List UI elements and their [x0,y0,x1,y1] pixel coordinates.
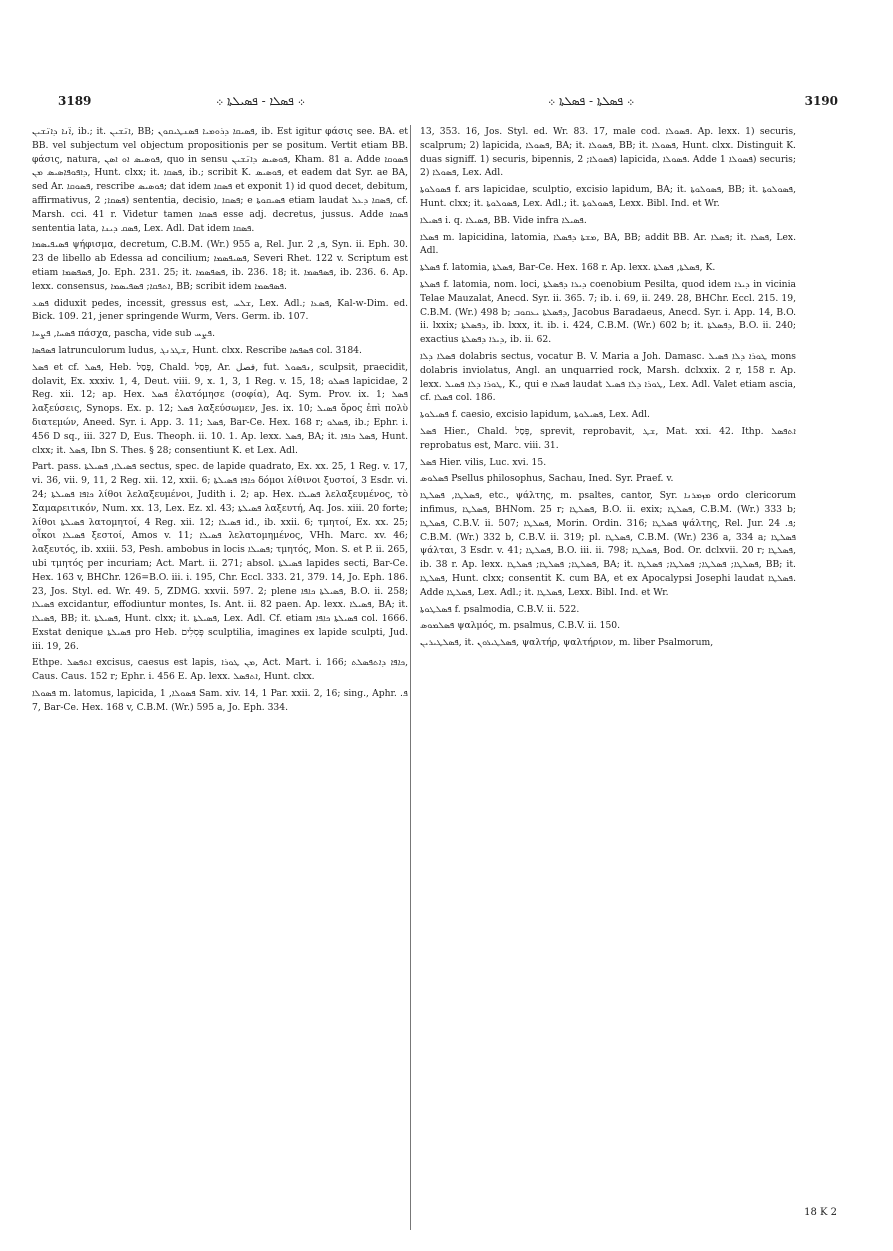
dictionary-entry: ܦܣܠܬܐ f. latomia, ܦܣܠܬܐ, Bar-Ce. Hex. 168 r. Ap. lexx. ܦܣܠܬܐ, ܦܣܠܬܐ, K. [420,262,716,274]
dictionary-entry: ܦܣܠܘܣ Psellus philosophus, Sachau, Ined. Syr. Praef. v. [420,473,674,485]
dictionary-entry: ܦܣܠܛܘܬܐ f. psalmodia, C.B.V. ii. 522. [420,603,580,615]
dictionary-entry: Ethpe. ܐܬܦܣܠ excisus, caesus est lapis, ܡܢ ܛܘܪܐ, Act. Mart. i. 166; ܟܐܦܐ ܕܐܬܦܣܠܬ, Caus. Caus. 152 r; Ephr. i. 456 E. Ap. lexx. ܐܬܦܣܠ, Hunt. clxx. [32,657,409,683]
dictionary-entry: ܦܣܠ Hier., Chald. פְּסַל, sprevit, reprobavit, ܫܛ, Mat. xxi. 42. Ithp. ܐܬܦܣܠ reprobatus est, Marc. viii. 31. [420,425,796,451]
dictionary-entry: ܦܣܠܛܝܪܝܢ, it. ܦܣܠܛܝܪܘܢ, ψαλτήρ, ψαλτήριον, m. liber Psalmorum, [420,637,714,649]
page-header [58,92,838,112]
dictionary-entry: ܦܣܠܐ m. lapicidina, latomia, ܡܫܬܐ ܕܦܣܠܐ, BA, BB; addit BB. Ar. ܦܣܠܐ; it. ܦܣܠܐ, Lex. Adl. [420,231,796,257]
column-divider [410,125,411,1230]
left-column [32,125,408,718]
dictionary-entry: ܦܣܠܡܘܣ ψαλμός, m. psalmus, C.B.V. ii. 150. [420,620,621,632]
dictionary-entry: ܐ̈ܢܐ ܕܐܢ̈ܫܝܢ, ib.; it. ܐܢ̈ܫܝܢ, BB; ܦܣܝܩܐ ܕܪܘܡܝܐ ܦܣܢܛܝܩܘܢ, ib. Est igitur φάσις see. BA. et BB. vel subjectum vel objectum propositionis per se positum. Vertit etiam BB. φάσις, natura, ܦܘܣܝܣ ܐܘ ܐܣܢ, quo in sensu ܦܘܣܝܣ ܕܐܢ̈ܫܝܢ, Kham. 81 a. Adde ܦܣܘܩܐ ܕܐܦܘܦܐܣܝܣ ܡܢ, Hunt. clxx; it. ܦܣܩܐ, ib.; scribit K. ܦܘܣܝܣ, et eadem dat Syr. ae BA, sed Ar. ܦܣܘܩܐ, rescribe ܦܘܣܝܣ; dat idem ܦܣܩܐ et exponit 1) id quod decet, debitum, affirmativus, ܦܣܩܐ; 2) sententia, decisio, ܦܣܩܐ; e ܦܣܝܩܘܬܐ etiam laudat ܦܣܩܐ ܕܥܠ, cf. Marsh. cci. 41 r. Videtur tamen ܦܣܩܐ esse adj. decretus, jussus. Adde ܦܣܩܐ sententia lata, ܦܣܩ ܕܝܢܐ, Lex. Adl. Dat idem ܦܣܩܐ. [32,126,409,234]
dictionary-entry: ܦܣܠܬܐ f. latomia, nom. loci, ܕܝܪܐ ܕܦܣܠܬܐ coenobium Pesilta, quod idem ܕܝܪܐ in vicinia Telae Mauzalat, Anecd. Syr. ii. 365. 7; ib. i. 69, ii. 249. 28, BHChr. Eccl. 215. 19, C.B.M. (Wr.) 498 b; ܕܦܣܠܬܐ ܝܥܩܘܒ, Jacobus Baradaeus, Anecd. Syr. i. App. 14, B.O. ii. lxxix; ܕܦܣܠܬܐ, ib. lxxx, it. ib. i. 424, C.B.M. (Wr.) 602 b; it. ܕܦܣܠܬܐ, B.O. ii. 240; exactius ܕܝܪܐ ܕܦܣܠܬܐ, ib. ii. 62. [420,278,797,346]
dictionary-entry: ܦܣܝܠܐ i. q. ܦܣܝܠܐ, BB. Vide infra ܦܣܝܠܐ. [420,214,587,226]
dictionary-entry: ܦܣܦܣܐ latrunculorum ludus, ܫܛܪܢܓ, Hunt. clxx. Rescribe ܦܣܦܣܐ col. 3184. [32,344,362,356]
dictionary-entry: ܦܣܝܦܝܣܡܐ ψήφισμα, decretum, C.B.M. (Wr.) 955 a, Rel. Jur. ܦ, 2, Syn. ii. Eph. 30. 23 de libello ab Edessa ad concilium; ܦܣܝܦܣܡܐ, Severi Rhet. 122 v. Scriptum est etiam ܦܣܦܣܡܐ, Jo. Eph. 231. 25; it. ܦܣܦܣܡܐ, ib. 236. 18; it. ܦܣܦܣܡܐ, ib. 236. 6. Ap. lexx. consensus, ܐܬܦܩܐ; ܦܣܦܝܣܡܐ, BB; scribit idem ܦܣܦܣܡܐ. [32,239,408,292]
dictionary-entry: ܦܣܥ diduxit pedes, incessit, gressus est, ܫܠܚ, Lex. Adl.; ܦܣܥܐ, Kal-w-Dim. ed. Bick. 109. 21, jener springende Wurm, Vers. Germ. ib. 107. [32,297,408,323]
dictionary-entry: ܦܣܚܐ, ܦܨܚܐ πάσχα, pascha, vide sub ܦܨܚ. [32,328,215,340]
dictionary-entry: ܦܣܘܠܘܬܐ f. ars lapicidae, sculptio, excisio lapidum, BA; it. ܦܣܘܠܘܬܐ, BB; it. ܦܣܘܠܘܬܐ, Hunt. clxx; it. ܦܣܘܠܘܬܐ, Lex. Adl.; it. ܦܣܘܠܘܬܐ, Lexx. Bibl. Ind. et Wr. [420,184,796,209]
dictionary-entry: ܦܣܠܐ ܕܠܐ dolabris sectus, vocatur B. V. Maria a Joh. Damasc. ܛܘܪܐ ܕܠܐ ܦܣܝܠ mons dolabris inviolatus, Angl. an unquarried rock, Marsh. dclxxix. 2 r, 158 r. Ap. lexx. ܛܘܪܐ ܕܠܐ ܦܣܝܠ, K., qui e ܦܣܠܐ laudat ܛܘܪܐ ܕܠܐ ܦܣܝܠ, Lex. Adl. Valet etiam ascia, cf. ܦܣܠܐ col. 186. [420,350,796,404]
left-page-number: 3189 [58,94,92,108]
dictionary-entry: ܦܣܠ et cf. ܦܣܠ, Heb. פָּסַל, Chald. פְּסַל, Ar. فصل, fut. ܢܦܣܘܠ, sculpsit, praecidit, dolavit, Ex. xxxiv. 1, 4, Deut. viii. 9, x. 1, 3, 1 Reg. v. 15, 18; ܦܣܠܘ lapicidae, 2 Reg. xii. 12; ap. Hex. ܦܣܠ ἐλατόμησε (σοφία), Aq. Sym. Prov. ix. 1; ܦܣܠ λαξεύσεις, Synops. Ex. p. 12; ܦܣܠ λαξεύσωμεν, Jes. ix. 10; ܦܣܝܠ ὄρος ἐπὶ πολὺ διατεμών, Aneed. Syr. i. App. 3. 11; ܦܣܠ, Bar-Ce. Hex. 168 r; ܦܣܠܘ, ib.; Ephr. i. 456 D sq., iii. 327 D, Eus. Theoph. ii. 10. 1. Ap. lexx. ܦܣܠ, BA; it. ܦܣܠ ܟܐܦܐ, Hunt. clxx; it. ܦܣܠ, Ibn S. Thes. § 28; consentiunt K. et Lex. Adl. [32,361,409,456]
dictionary-entry: 13, 353. 16, Jos. Styl. ed. Wr. 83. 17, male cod. ܦܣܘܠܐ. Ap. lexx. 1) securis, scalprum; 2) lapicida, ܦܣܘܠܐ, BA; it. ܦܣܘܠܐ, BB; it. ܦܣܘܠܐ, Hunt. clxx. Distinguit K. duas signiff. 1) securis, bipennis, ܦܣܘܠܐ; 2) lapicida, ܦܣܘܠܐ. Adde ܦܣܘܠܐ 1) securis; 2) ܦܣܘܠܐ, Lex. Adl. [420,126,796,179]
dictionary-entry: Part. pass. ܦܣܝܠܐ, ܦܣܝܠܬܐ sectus, spec. de lapide quadrato, Ex. xx. 25, 1 Reg. v. 17, vi. 36, vii. 9, 11, 2 Reg. xii. 12, xxii. 6; ܟܐܦܐ ܦܣܝܠܬܐ δόμοι λίθινοι ξυστοί, 3 Esdr. vi. 24; ܟܐܦܐ ܦܣܝܠܬܐ λίθοι λελαξευμένοι, Judith i. 2; ap. Hex. ܦܣܝܠܐ λελαξευμένος, τὸ Σαμαρειτικόν, Num. xx. 13, Lex. Ez. xl. 43; ܦܣܝܠܬܐ λαξευτή, Aq. Jos. xiii. 20 forte; λίθοι ܦܣܝܠܬܐ λατομητοί, 4 Reg. xii. 12; ܦܣܝܠܐ id., ib. xxii. 6; τμητοί, Ex. xx. 25; οἶκοι ܦܣܝܠܐ ξεστοί, Amos v. 11; ܦܣܝܠܐ λελατομημένος, VHh. Marc. xv. 46; λαξευτός, ib. xxiii. 53, Pesh. ambobus in locis ܦܣܝܠܐ; τμητός, Mon. S. et P. ii. 265, ubi τμητός per incuriam; Act. Mart. ii. 271; absol. ܦܣܝܠܬܐ lapides secti, Bar-Ce. Hex. 163 v, BHChr. 126=B.O. iii. i. 195, Chr. Eccl. 333. 21, 379. 14, Jo. Eph. 186. 23, Jos. Styl. ed. Wr. 49. 5, ZDMG. xxvii. 597. 2; plene ܦܣܝܠܬܐ ܟܐܦܐ, B.O. ii. 258; ܦܣܝܠܐ excidantur, effodiuntur montes, Is. Ant. ii. 82 paen. Ap. lexx. ܦܣܝܠܐ, BA; it. ܦܣܝܠܐ, BB; it. ܦܣܝܠܬܐ, Hunt. clxx; it. ܦܣܝܠܬܐ, Lex. Adl. Cf. etiam ܦܣܝܠܬܐ ܟܐܦܐ col. 1666. Exstat denique ܦܣܝܠܬܐ pro Heb. פְּסִלִים sculptilia, imagines ex lapide sculpti, Jud. iii. 19, 26. [32,461,409,652]
right-running-title: ܀ ܦܣܠܬܐ - ܦܣܠܬܐ ܀ [548,94,635,108]
dictionary-entry: ܦܣܝܠܘܬܐ f. caesio, excisio lapidum, ܦܣܝܠܘܬܐ, Lex. Adl. [420,409,650,421]
dictionary-entry: ܦܣܠܛܐ, ܦܣܠܛܐ, etc., ψάλτης, m. psaltes, cantor, Syr. ܡܙܡܪܢܐ ordo clericorum infimus, ܦܣܠܛܐ, BHNom. 25 r; ܦܣܠܛܐ, B.O. ii. exix; ܦܣܠܛܐ, C.B.M. (Wr.) 333 b; ܦܣܠܛܐ, C.B.V. ii. 507; ܦܣܠܛܐ, Morin. Ordin. 316; ܦܣܠܛܐ ψάλτης, Rel. Jur. ܦ. 24; C.B.M. (Wr.) 332 b, C.B.V. ii. 319; pl. ܦܣܠܛܐ, C.B.M. (Wr.) 236 a, 334 a; ܦܣܠܛܐ ψάλται, 3 Esdr. v. 41; ܦܣܠܛܐ, B.O. iii. ii. 798; ܦܣܠܛܐ, Bod. Or. dclxvii. 20 r; ܦܣܠܛܐ, ib. 38 r. Ap. lexx. ܦܣܠܛܐ; ܦܣܠܛܐ; ܦܣܠܛܐ, BA; it. ܦܣܠܛܐ; ܦܣܠܛܐ; ܦܣܠܛܐ; ܦܣܠܛܐ, BB; it. ܦܣܠܛܐ, Hunt. clxx; consentit K. cum BA, et ex Apocalypsi Josephi laudat ܦܣܠܛܐ. Adde ܦܣܠܛܐ, Lex. Adl.; it. ܦܣܠܛܐ, Lexx. Bibl. Ind. et Wr. [420,490,797,598]
right-column [420,125,796,653]
printer-signature: 18 K 2 [804,1207,837,1218]
dictionary-entry: ܦܣܘܠܐ m. latomus, lapicida, ܦܣܘܠܐ, 1 Sam. xiv. 14, 1 Par. xxii. 2, 16; sing., Aphr. ܦ. 7, Bar-Ce. Hex. 168 v, C.B.M. (Wr.) 595 a, Jo. Eph. 334. [32,688,408,713]
dictionary-entry: ܦܣܠ Hier. vilis, Luc. xvi. 15. [420,456,547,468]
right-page-number: 3190 [804,94,838,108]
left-running-title: ܀ ܦܣܠܐ - ܦܣܝܠܬܐ ܀ [216,94,305,108]
